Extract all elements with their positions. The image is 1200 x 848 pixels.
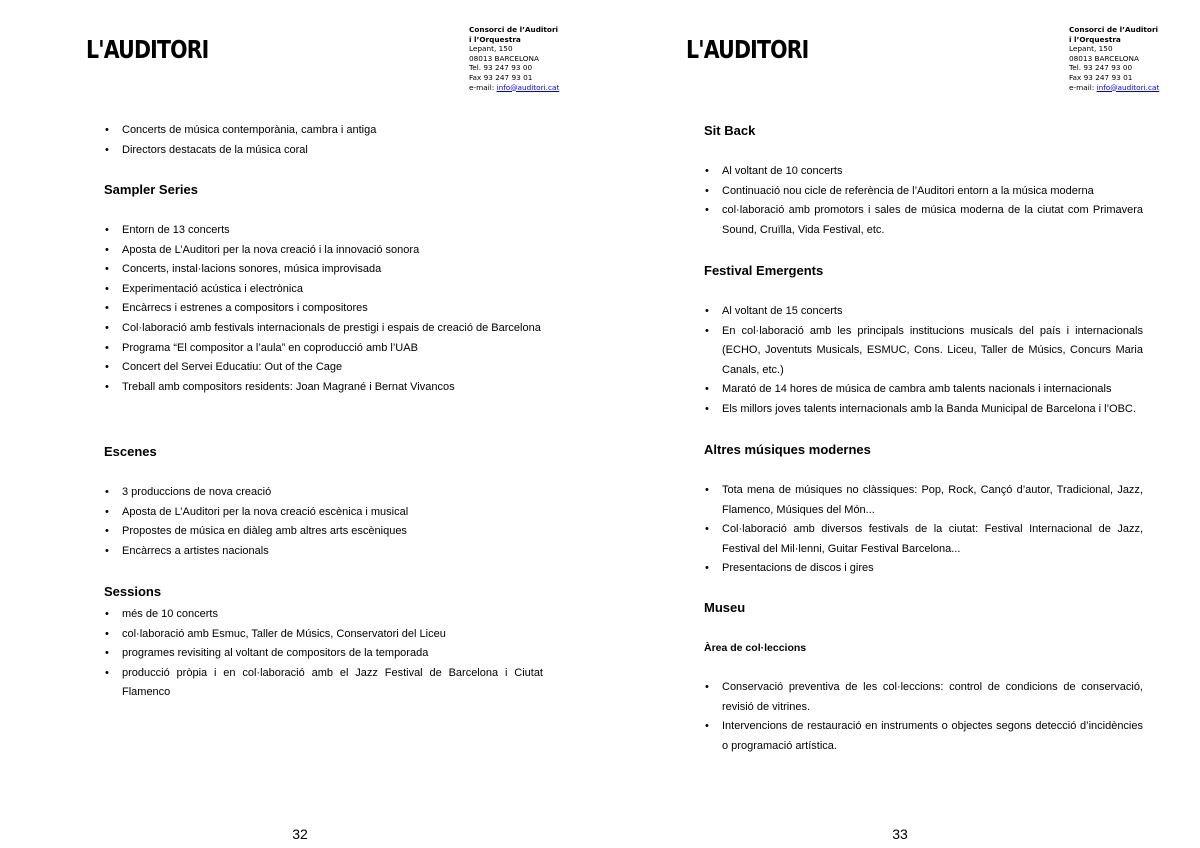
contact-block: [469, 25, 559, 92]
altres-heading: Altres músiques modernes: [704, 442, 871, 457]
auditori-logo: L'AUDITORI: [686, 35, 809, 64]
list-item: • Col·laboració amb diversos festivals de la ciutat: Festival Internacional de Jazz, Festival del Mil·lenni, Guitar Festival Barcelona...: [704, 520, 1143, 559]
list-item: • Al voltant de 10 concerts: [704, 162, 1143, 182]
tel-line: Tel. 93 247 93 00: [1069, 63, 1133, 73]
list-item: • Conservació preventiva de les col·leccions: control de condicions de conservació, revisió de vitrines.: [704, 678, 1143, 717]
sitback-list: [704, 162, 1143, 240]
list-item: • Aposta de L’Auditori per la nova creació escènica i musical: [104, 503, 543, 523]
list-item: • Al voltant de 15 concerts: [704, 302, 1143, 322]
emergents-heading: Festival Emergents: [704, 263, 824, 278]
list-item: • Propostes de música en diàleg amb altres arts escèniques: [104, 522, 543, 542]
org-line-2: i l’Orquestra: [1069, 34, 1121, 44]
list-item: • Concerts de música contemporània, cambra i antiga: [104, 121, 543, 141]
page-number: 32: [292, 826, 308, 842]
museu-heading: Museu: [704, 600, 746, 615]
colleccions-subheading: Àrea de col·leccions: [704, 642, 807, 654]
sessions-list: [104, 605, 543, 703]
list-item: • col·laboració amb promotors i sales de música moderna de la ciutat com Primavera Sound, Cruïlla, Vida Festival, etc.: [704, 201, 1143, 240]
email-link[interactable]: info@auditori.cat: [1096, 82, 1160, 92]
address-line-2: 08013 BARCELONA: [1069, 53, 1139, 63]
altres-list: [704, 481, 1143, 579]
intro-list: [104, 121, 543, 160]
list-item: • Concerts, instal·lacions sonores, música improvisada: [104, 260, 543, 280]
fax-line: Fax 93 247 93 01: [469, 72, 533, 82]
list-item: • producció pròpia i en col·laboració amb el Jazz Festival de Barcelona i Ciutat Flamenco: [104, 664, 543, 703]
sampler-heading: Sampler Series: [104, 182, 198, 197]
list-item: • Continuació nou cicle de referència de l’Auditori entorn a la música moderna: [704, 182, 1143, 202]
right-content: [704, 121, 1143, 761]
email-line: e-mail: info@auditori.cat: [469, 82, 560, 92]
list-item: • Encàrrecs i estrenes a compositors i compositores: [104, 299, 543, 319]
auditori-logo: L'AUDITORI: [86, 35, 209, 64]
museu-list: [704, 678, 1143, 756]
list-item: • Els millors joves talents internacionals amb la Banda Municipal de Barcelona i l’OBC.: [704, 400, 1143, 420]
sitback-heading: Sit Back: [704, 123, 756, 138]
email-line: e-mail: info@auditori.cat: [1069, 82, 1160, 92]
list-item: • col·laboració amb Esmuc, Taller de Músics, Conservatori del Liceu: [104, 625, 543, 645]
escenes-heading: Escenes: [104, 444, 157, 459]
page-right: [600, 0, 1200, 848]
list-item: • En col·laboració amb les principals institucions musicals del país i internacionals (ECHO, Joventuts Musicals, ESMUC, Cons. Liceu, Taller de Músics, Concurs Maria Canals, etc.): [704, 322, 1143, 381]
org-line-1: Consorci de l’Auditori: [1069, 25, 1159, 34]
list-item: • Concert del Servei Educatiu: Out of the Cage: [104, 358, 543, 378]
list-item: • Encàrrecs a artistes nacionals: [104, 542, 543, 562]
address-line-1: Lepant, 150: [1069, 44, 1113, 54]
list-item: • Treball amb compositors residents: Joan Magrané i Bernat Vivancos: [104, 378, 543, 398]
list-item: • Col·laboració amb festivals internacionals de prestigi i espais de creació de Barcelona: [104, 319, 543, 339]
fax-line: Fax 93 247 93 01: [1069, 72, 1133, 82]
list-item: • Directors destacats de la música coral: [104, 141, 543, 161]
emergents-list: [704, 302, 1143, 420]
list-item: • Experimentació acústica i electrònica: [104, 280, 543, 300]
contact-block: [1069, 25, 1159, 92]
address-line-1: Lepant, 150: [469, 44, 513, 54]
list-item: • Presentacions de discos i gires: [704, 559, 1143, 579]
sessions-heading: Sessions: [104, 584, 162, 599]
org-line-1: Consorci de l’Auditori: [469, 25, 559, 34]
list-item: • Intervencions de restauració en instruments o objectes segons detecció d’incidències o programació artística.: [704, 717, 1143, 756]
list-item: • Entorn de 13 concerts: [104, 221, 543, 241]
list-item: • Aposta de L’Auditori per la nova creació i la innovació sonora: [104, 241, 543, 261]
list-item: • més de 10 concerts: [104, 605, 543, 625]
list-item: • Tota mena de músiques no clàssiques: Pop, Rock, Cançó d’autor, Tradicional, Jazz, Flamenco, Músiques del Món...: [704, 481, 1143, 520]
left-content: [104, 121, 543, 721]
list-item: • Marató de 14 hores de música de cambra amb talents nacionals i internacionals: [704, 380, 1143, 400]
address-line-2: 08013 BARCELONA: [469, 53, 539, 63]
email-link[interactable]: info@auditori.cat: [496, 82, 560, 92]
list-item: • Programa “El compositor a l’aula” en coproducció amb l’UAB: [104, 339, 543, 359]
sampler-list: [104, 221, 543, 397]
page-number: 33: [892, 826, 908, 842]
org-line-2: i l’Orquestra: [469, 34, 521, 44]
tel-line: Tel. 93 247 93 00: [469, 63, 533, 73]
list-item: • 3 produccions de nova creació: [104, 483, 543, 503]
escenes-list: [104, 483, 543, 561]
list-item: • programes revisiting al voltant de compositors de la temporada: [104, 644, 543, 664]
